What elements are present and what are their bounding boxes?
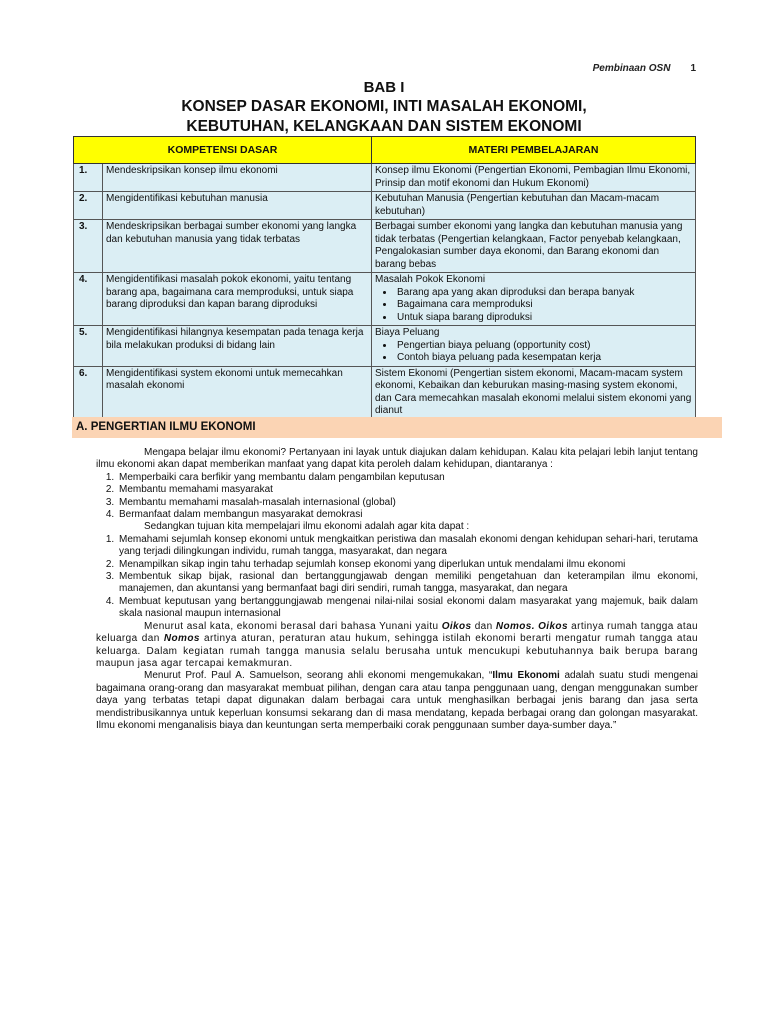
page-number: 1 [690,63,696,74]
etym-text-2: dan [471,620,496,632]
list-item: 3. Membentuk sikap bijak, rasional dan bertanggungjawab dengan memiliki pengetahuan dan keterampilan ilmu ekonomi, manajemen, dan akuntansi yang bermanfaat bagi diri sendiri, rumah tangga, masyarakat, dan negara [117,571,698,596]
paragraph-etymology [96,621,698,671]
row-number: 3. [74,220,103,273]
benefits-list [96,472,698,522]
paragraph-goals-intro: Sedangkan tujuan kita mempelajari ilmu ekonomi adalah agar kita dapat : [144,521,470,533]
running-header [593,63,696,74]
kompetensi-cell: Mengidentifikasi masalah pokok ekonomi, yaitu tentang barang apa, bagaimana cara memproduksi, untuk siapa barang diproduksi dan kapan barang diproduksi [103,273,372,326]
chapter-title-line1: KONSEP DASAR EKONOMI, INTI MASALAH EKONOMI, [181,98,587,115]
running-title: Pembinaan OSN [592,63,671,74]
header-kompetensi: KOMPETENSI DASAR [74,137,372,164]
materi-text: Konsep ilmu Ekonomi (Pengertian Ekonomi, Pembagian Ilmu Ekonomi, Prinsip dan motif ekonomi dan Hukum Ekonomi) [375,165,691,189]
section-a-heading [72,417,722,438]
list-item: 1. Memperbaiki cara berfikir yang membantu dalam pengambilan keputusan [117,472,698,484]
kompetensi-cell: Mengidentifikasi system ekonomi untuk memecahkan masalah ekonomi [103,366,372,419]
list-item: 4. Membuat keputusan yang bertanggungjawab mengenai nilai-nilai sosial ekonomi dalam masyarakat yang majemuk, baik dalam skala nasional maupun internasional [117,596,698,621]
materi-cell [372,273,696,326]
samuelson-text-2: adalah suatu studi mengenai bagaimana orang-orang dan masyarakat membuat pilihan, dengan cara atau tanpa penggunaan uang, dengan menggunakan sumber daya yang terbatas tetapi dapat digunakan dalam berbagai cara untuk menghasilkan berbagai jenis barang dan jasa serta mendistribusikannya untuk keperluan konsumsi sekarang dan di masa mendatang, kepada berbagai orang dan golongan masyarakat. Ilmu ekonomi menganalisis biaya dan keuntungan serta memperbaiki corak penggunaan sumber daya-sumber daya.” [96,670,699,731]
materi-cell [372,220,696,273]
row-number: 5. [74,326,103,367]
table-row [74,164,696,192]
list-item: 3. Membantu memahami masalah-masalah internasional (global) [117,497,698,509]
table-row [74,273,696,326]
list-item: • Bagaimana cara memproduksi [395,299,692,312]
etym-text-3: artinya rumah tangga atau keluarga dan [96,620,698,645]
materi-cell [372,326,696,367]
list-item: • Untuk siapa barang diproduksi [395,312,692,325]
list-item: 1. Memahami sejumlah konsep ekonomi untuk mengkaitkan peristiwa dan masalah ekonomi dengan kehidupan sehari-hari, terutama yang terjadi dilingkungan individu, rumah tangga, masyarakat, dan negara [117,534,698,559]
list-item: 4. Bermanfaat dalam membangun masyarakat demokrasi [117,509,698,521]
materi-text: Kebutuhan Manusia (Pengertian kebutuhan dan Macam-macam kebutuhan) [375,193,660,217]
row-number: 1. [74,164,103,192]
materi-text: Biaya Peluang [375,327,440,338]
paragraph-samuelson [96,670,698,732]
table-row [74,220,696,273]
list-item: • Pengertian biaya peluang (opportunity cost) [395,340,692,353]
row-number: 2. [74,192,103,220]
materi-bullets [375,340,692,365]
row-number: 4. [74,273,103,326]
chapter-title-line2: KEBUTUHAN, KELANGKAAN DAN SISTEM EKONOMI [186,118,582,135]
table-row [74,326,696,367]
materi-cell [372,366,696,419]
term-ilmu-ekonomi: Ilmu Ekonomi [492,670,560,682]
list-item: • Contoh biaya peluang pada kesempatan kerja [395,352,692,365]
materi-cell [372,164,696,192]
table-body [74,164,696,420]
kompetensi-cell: Mendeskripsikan berbagai sumber ekonomi yang langka dan kebutuhan manusia yang tidak terbatas [103,220,372,273]
body-text [96,447,698,732]
chapter-title-block [72,78,696,137]
materi-bullets [375,287,692,325]
list-item: 2. Menampilkan sikap ingin tahu terhadap sejumlah konsep ekonomi yang diperlukan untuk mendalami ilmu ekonomi [117,559,698,571]
kompetensi-cell: Mengidentifikasi kebutuhan manusia [103,192,372,220]
materi-text: Berbagai sumber ekonomi yang langka dan kebutuhan manusia yang tidak terbatas (Pengertian kelangkaan, Factor penyebab kelangkaan, Pengalokasian sumber daya ekonomi, dan Barang ekonomi dan barang bebas [375,221,683,270]
kompetensi-cell: Mendeskripsikan konsep ilmu ekonomi [103,164,372,192]
table-row [74,366,696,419]
materi-text: Sistem Ekonomi (Pengertian sistem ekonomi, Macam-macam system ekonomi, Kebaikan dan keburukan masing-masing system ekonomi, dan Cara memecahkan masalah ekonomi melalui sistem ekonomi yang dianut [375,367,692,416]
term-nomos: Nomos [163,633,200,645]
row-number: 6. [74,366,103,419]
table-header-row [74,137,696,164]
etym-text-4: artinya aturan, peraturan atau hukum, sehingga istilah ekonomi berarti mengatur rumah tangga atau keluarga. Dalam kegiatan rumah tangga manusia selalu berusaha untuk mencukupi kebutuhannya baik berupa barang maupun jasa agar tercapai kemakmuran. [96,633,699,669]
term-nomos-oikos: Nomos. Oikos [495,620,568,632]
list-item: 2. Membantu memahami masyarakat [117,484,698,496]
samuelson-text-1: Menurut Prof. Paul A. Samuelson, seorang ahli ekonomi mengemukakan, “ [144,670,493,682]
etym-text-1: Menurut asal kata, ekonomi berasal dari bahasa Yunani yaitu [144,620,442,632]
list-item: • Barang apa yang akan diproduksi dan berapa banyak [395,287,692,300]
goals-list [96,534,698,621]
materi-cell [372,192,696,220]
term-oikos: Oikos [441,620,472,632]
competency-table [73,136,696,420]
kompetensi-cell: Mengidentifikasi hilangnya kesempatan pada tenaga kerja bila melakukan produksi di bidang lain [103,326,372,367]
paragraph-intro: Mengapa belajar ilmu ekonomi? Pertanyaan ini layak untuk diajukan dalam kehidupan. Kalau kita pelajari lebih lanjut tentang ilmu ekonomi akan dapat memberikan manfaat yang dapat kita peroleh dalam kehidupan, diantaranya : [96,447,698,471]
chapter-label: BAB I [363,79,405,96]
materi-text: Masalah Pokok Ekonomi [375,274,486,285]
header-materi: MATERI PEMBELAJARAN [372,137,696,164]
section-a-title: A. PENGERTIAN ILMU EKONOMI [76,421,256,433]
table-row [74,192,696,220]
